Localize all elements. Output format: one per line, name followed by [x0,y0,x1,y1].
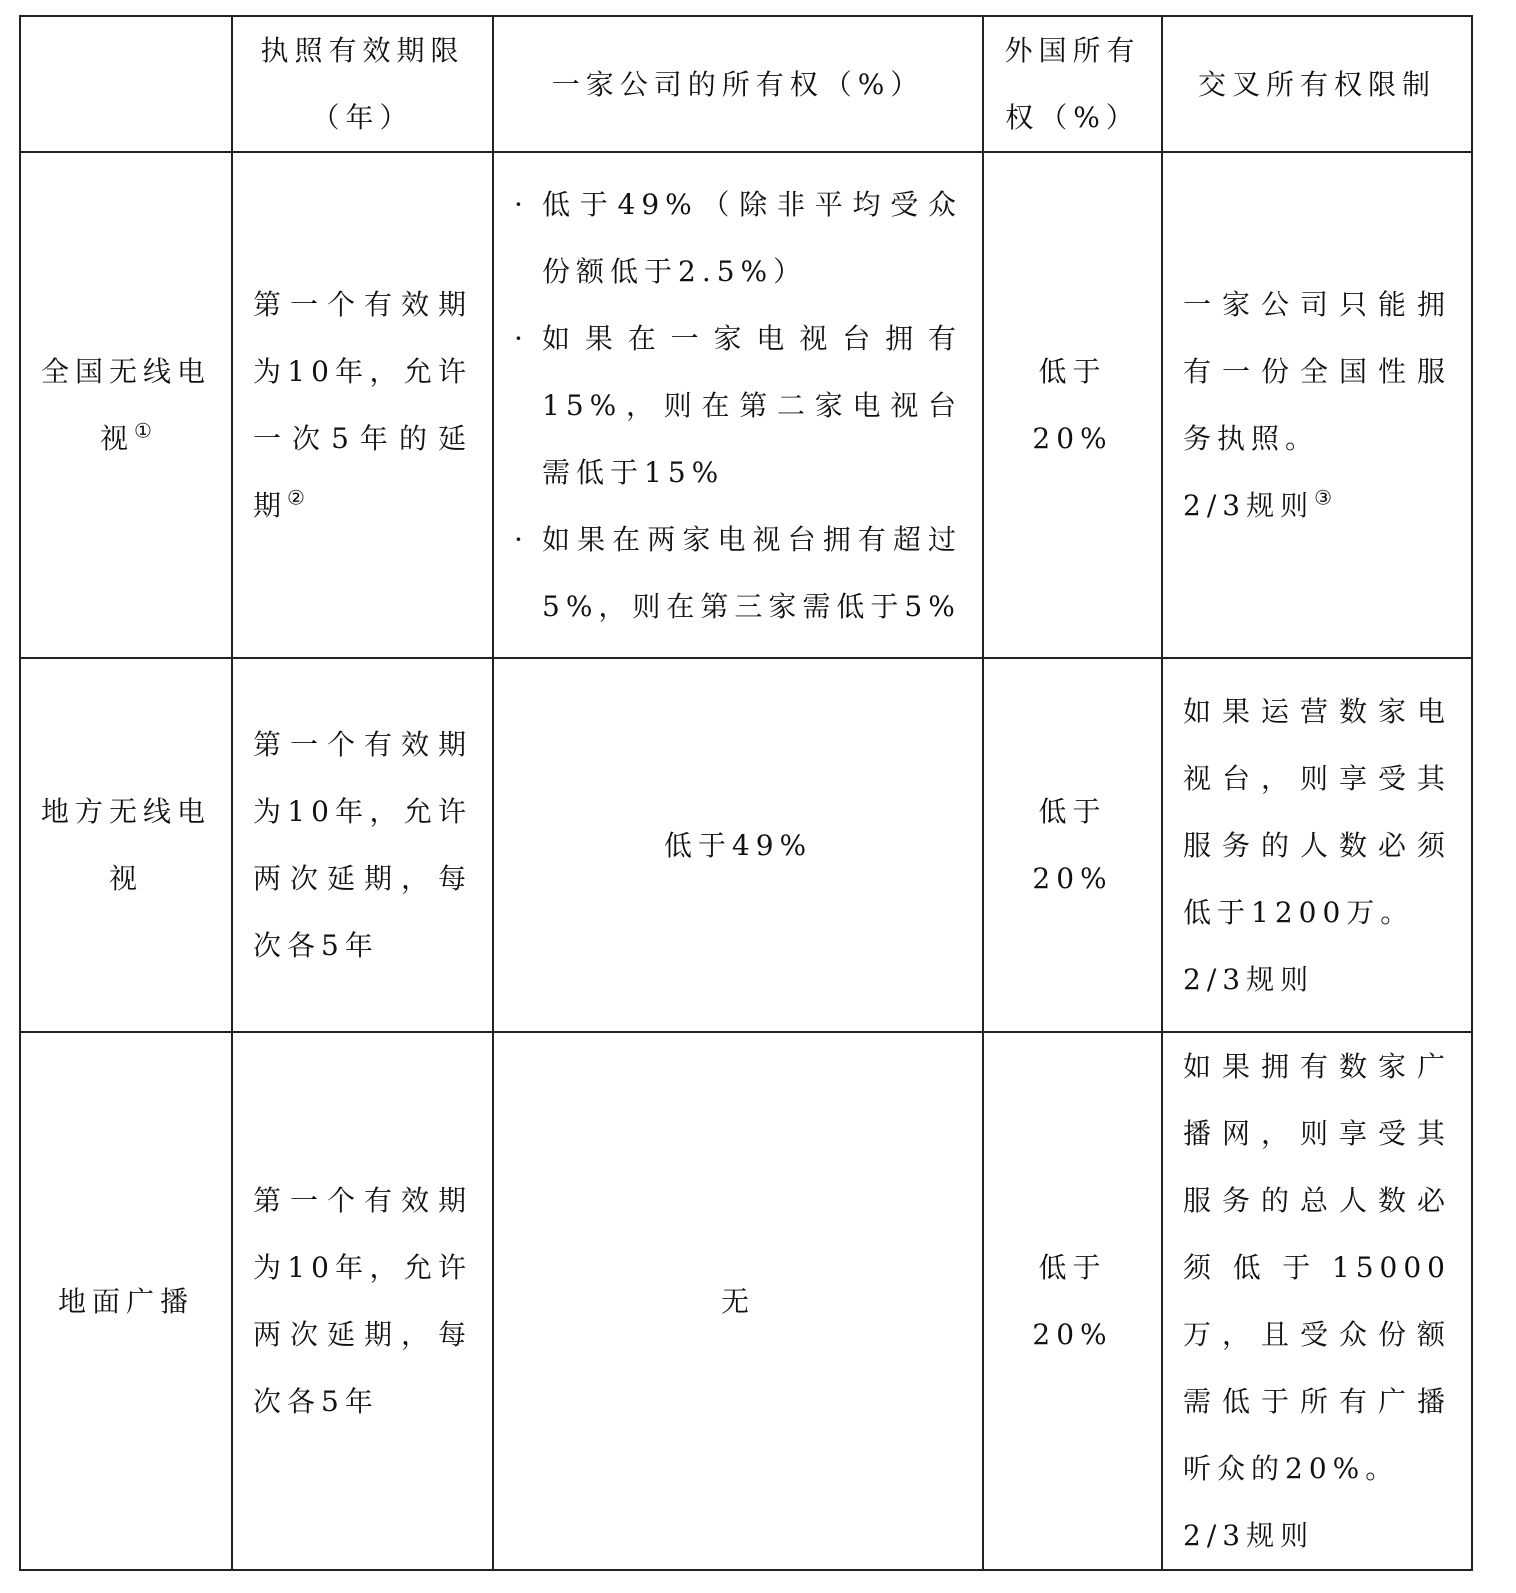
table-row-national-tv [20,152,1472,658]
list-item: · 如果在一家电视台拥有15%，则在第二家电视台需低于15% [514,321,962,489]
list-item: · 低于49%（除非平均受众份额低于2.5%） [514,187,962,288]
footnote-mark: ② [287,485,305,510]
foreign-cell: 低于20% [983,658,1162,1032]
row-name-cell [20,152,232,658]
cross-cell [1162,1032,1472,1570]
rule-line: 2/3规则 [1183,962,1315,996]
foreign-cell: 低于20% [983,1032,1162,1570]
header-cross-ownership: 交叉所有权限制 [1162,16,1472,152]
header-row [20,16,1472,152]
foreign-cell: 低于20% [983,152,1162,658]
rule-line: 2/3规则③ [1183,485,1333,522]
list-item: · 如果在两家电视台拥有超过5%，则在第三家需低于5% [514,522,962,623]
license-cell: 第一个有效期为10年，允许两次延期，每次各5年 [232,658,493,1032]
rule-line: 2/3规则 [1183,1519,1315,1552]
cross-cell [1162,152,1472,658]
ownership-rules-table [19,15,1473,1571]
footnote-mark: ③ [1314,485,1333,510]
row-name-cell [20,1032,232,1570]
license-text: 第一个有效期为10年，允许一次5年的延期 [253,288,472,522]
header-license-period: 执照有效期限（年） [232,16,493,152]
header-foreign-ownership: 外国所有权（%） [983,16,1162,152]
header-single-company-ownership: 一家公司的所有权（%） [493,16,983,152]
ownership-cell: 低于49% [493,658,983,1032]
cross-text: 一家公司只能拥有一份全国性服务执照。 [1183,288,1451,455]
ownership-list [514,171,962,640]
row-name: 地方无线电视 [41,795,212,895]
row-name: 全国无线电视 [41,355,212,455]
cross-text: 如果拥有数家广播网，则享受其服务的总人数必须低于15000万，且受众份额需低于所有广播听众的20%。 [1183,1050,1451,1485]
header-category [20,16,232,152]
license-cell [232,152,493,658]
cross-cell [1162,658,1472,1032]
table-row-terrestrial-radio [20,1032,1472,1570]
table-row-local-tv [20,658,1472,1032]
row-name-cell [20,658,232,1032]
row-name: 地面广播 [57,1284,194,1318]
cross-text: 如果运营数家电视台，则享受其服务的人数必须低于1200万。 [1183,694,1451,929]
license-cell: 第一个有效期为10年，允许两次延期，每次各5年 [232,1032,493,1570]
footnote-mark: ① [134,418,152,443]
ownership-cell [493,152,983,658]
ownership-cell: 无 [493,1032,983,1570]
